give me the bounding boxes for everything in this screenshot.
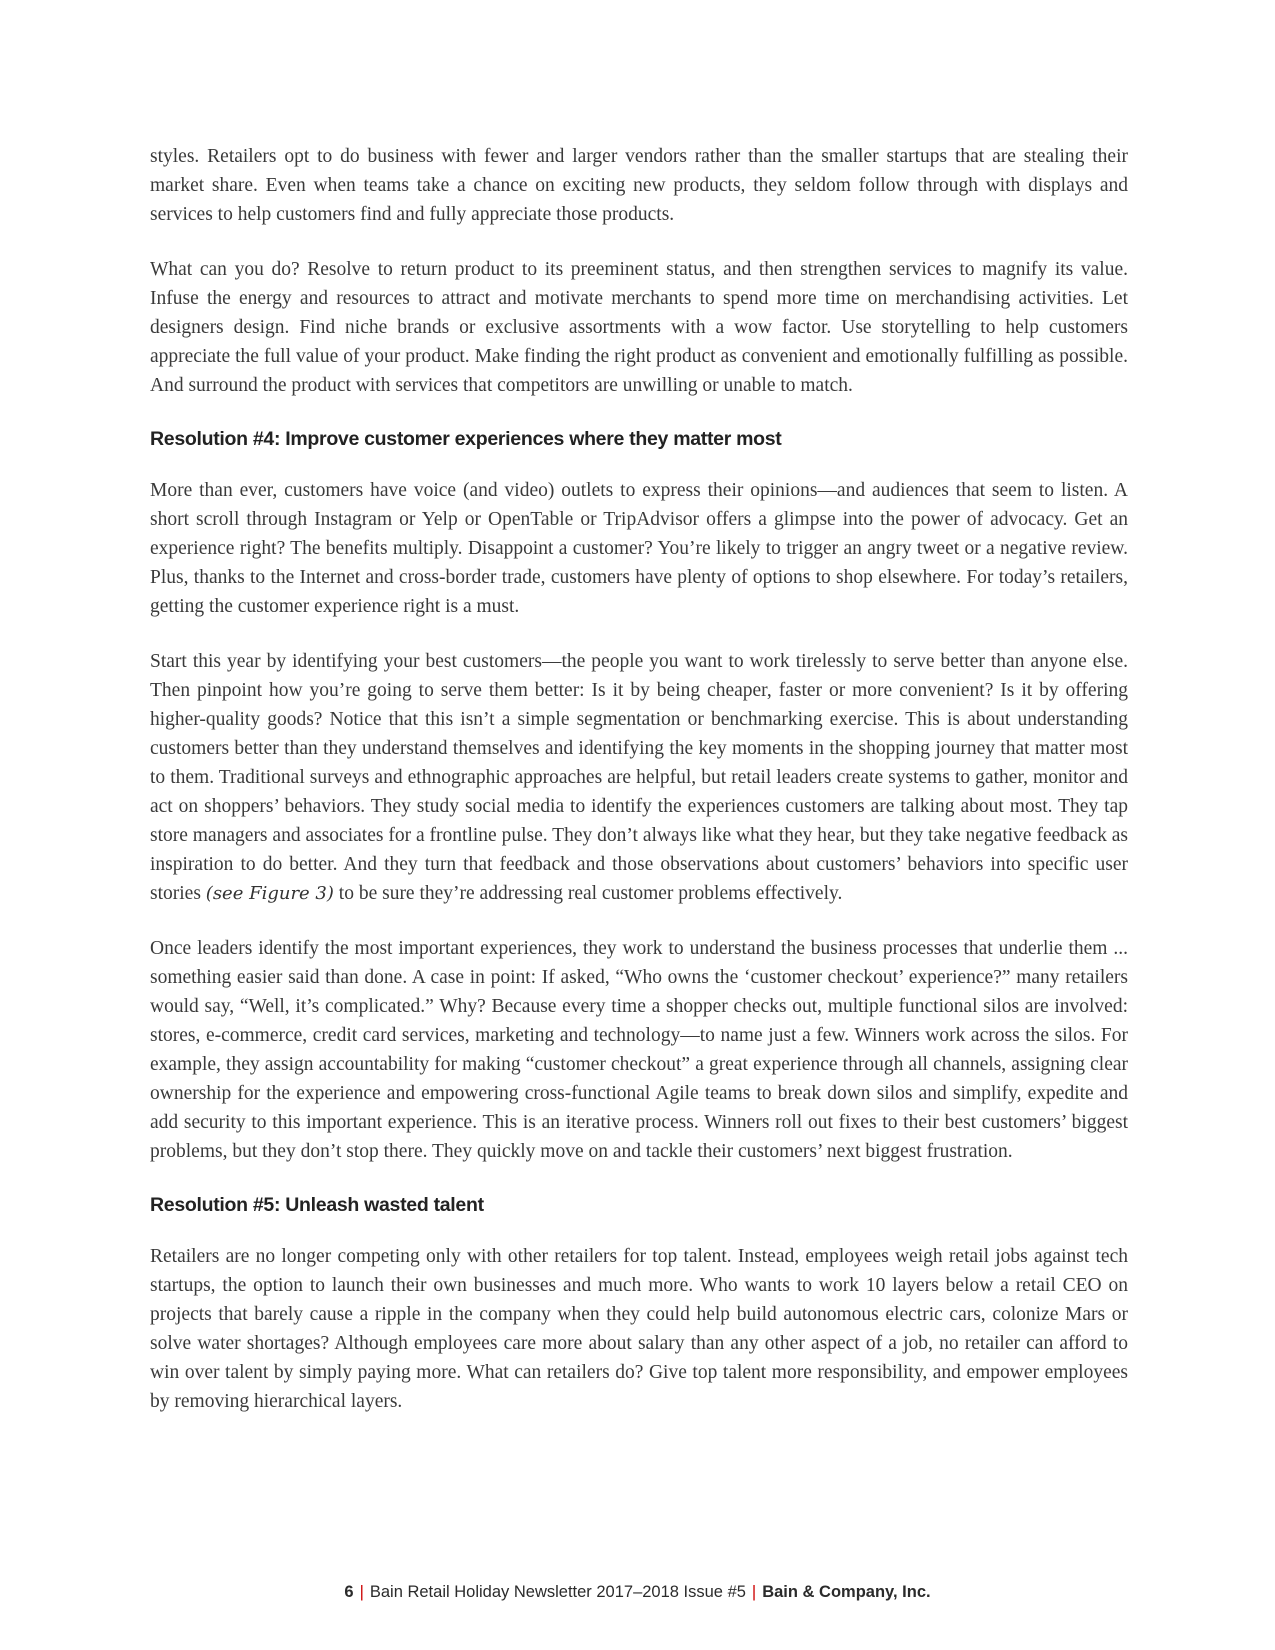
heading-resolution-4: Resolution #4: Improve customer experiences where they matter most: [150, 428, 782, 450]
paragraph-customer-voice: More than ever, customers have voice (and video) outlets to express their opinions—and audiences that seem to listen. A short scroll through Instagram or Yelp or OpenTable or TripAdvisor offers a glimpse into the power of advocacy. Get an experience right? The benefits multiply. Disappoint a customer? You’re likely to trigger an angry tweet or a negative review. Plus, thanks to the Internet and cross-border trade, customers have plenty of options to shop elsewhere. For today’s retailers, getting the customer experience right is a must.: [150, 480, 1128, 617]
page-footer: [0, 1583, 1275, 1602]
paragraph-best-customers: [150, 647, 1128, 908]
figure-3-reference-link[interactable]: (see Figure 3): [205, 883, 334, 904]
footer-separator: |: [359, 1583, 364, 1601]
paragraph-best-customers-text: Start this year by identifying your best customers—the people you want to work tirelessly to serve better than anyone else. Then pinpoint how you’re going to serve them better: Is it by being cheaper, faster or more convenient? Is it by offering higher-quality goods? Notice that this isn’t a simple segmentation or benchmarking exercise. This is about understanding customers better than they understand themselves and identifying the key moments in the shopping journey that matter most to them. Traditional surveys and ethnographic approaches are helpful, but retail leaders create systems to gather, monitor and act on shoppers’ behaviors. They study social media to identify the experiences customers are talking about most. They tap store managers and associates for a frontline pulse. They don’t always like what they hear, but they take negative feedback as inspiration to do better. And they turn that feedback and those observations about customers’ behaviors into specific user stories: [150, 651, 1128, 904]
page-number: 6: [344, 1583, 354, 1601]
document-body: [150, 142, 1128, 1442]
paragraph-product-styles: styles. Retailers opt to do business with fewer and larger vendors rather than the smaller startups that are stealing their market share. Even when teams take a chance on exciting new products, they seldom follow through with displays and services to help customers find and fully appreciate those products.: [150, 146, 1128, 225]
publication-title: Bain Retail Holiday Newsletter 2017–2018 Issue #5: [369, 1583, 746, 1601]
heading-resolution-5: Resolution #5: Unleash wasted talent: [150, 1194, 484, 1216]
footer-separator-2: |: [751, 1583, 757, 1601]
company-name: Bain & Company, Inc.: [762, 1583, 931, 1601]
paragraph-business-processes: Once leaders identify the most important experiences, they work to understand the business processes that underlie them ... something easier said than done. A case in point: If asked, “Who owns the ‘customer checkout’ experience?” many retailers would say, “Well, it’s complicated.” Why? Because every time a shopper checks out, multiple functional silos are involved: stores, e-commerce, credit card services, marketing and technology—to name just a few. Winners work across the silos. For example, they assign accountability for making “customer checkout” a great experience through all channels, assigning clear ownership for the experience and empowering cross-functional Agile teams to break down silos and simplify, expedite and add security to this important experience. This is an iterative process. Winners roll out fixes to their best customers’ biggest problems, but they don’t stop there. They quickly move on and tackle their customers’ next biggest frustration.: [150, 938, 1128, 1162]
paragraph-what-can-you-do: What can you do? Resolve to return product to its preeminent status, and then strengthen services to magnify its value. Infuse the energy and resources to attract and motivate merchants to spend more time on merchandising activities. Let designers design. Find niche brands or exclusive assortments with a wow factor. Use storytelling to help customers appreciate the full value of your product. Make finding the right product as convenient and emotionally fulfilling as possible. And surround the product with services that competitors are unwilling or unable to match.: [150, 259, 1128, 396]
paragraph-best-customers-end: to be sure they’re addressing real customer problems effectively.: [333, 883, 843, 904]
paragraph-talent: Retailers are no longer competing only with other retailers for top talent. Instead, employees weigh retail jobs against tech startups, the option to launch their own businesses and much more. Who wants to work 10 layers below a retail CEO on projects that barely cause a ripple in the company when they could help build autonomous electric cars, colonize Mars or solve water shortages? Although employees care more about salary than any other aspect of a job, no retailer can afford to win over talent by simply paying more. What can retailers do? Give top talent more responsibility, and empower employees by removing hierarchical layers.: [150, 1246, 1128, 1412]
